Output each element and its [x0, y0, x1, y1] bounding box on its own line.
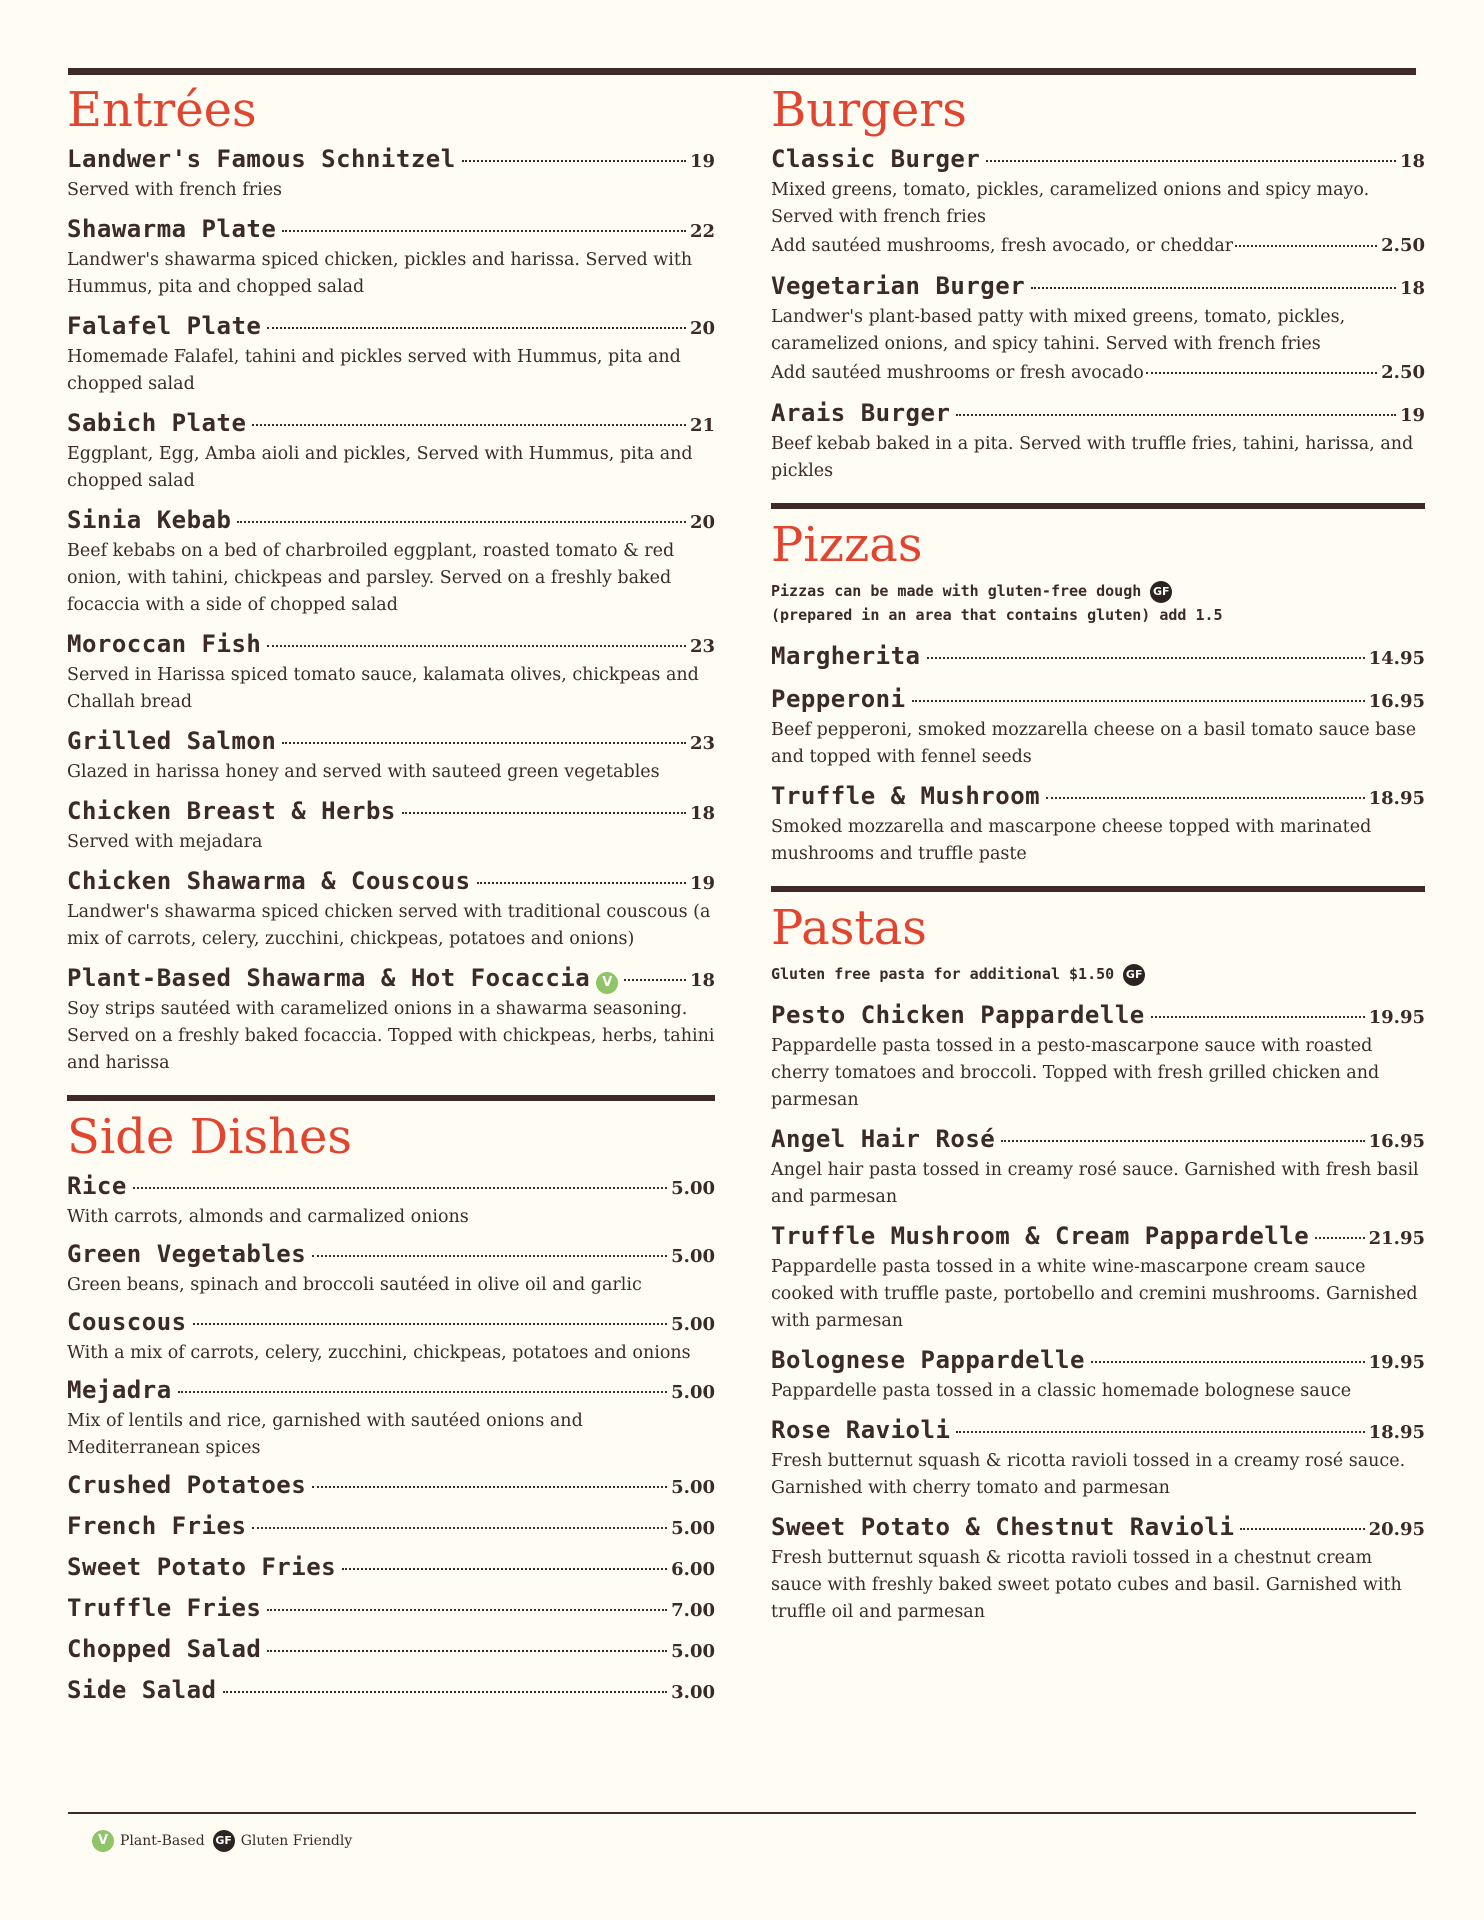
section-divider — [771, 503, 1425, 509]
menu-item-header — [771, 641, 1425, 674]
menu-item-header — [771, 684, 1425, 717]
pastas-note — [771, 962, 1425, 986]
menu-item-name: Angel Hair Rosé — [771, 1125, 996, 1153]
menu-item-header — [67, 1307, 715, 1340]
menu-item-price: 19.95 — [1368, 1352, 1425, 1373]
menu-item-header — [771, 144, 1425, 177]
menu-item — [771, 1512, 1425, 1626]
dot-leader — [267, 645, 686, 647]
side-dishes-section — [67, 1109, 715, 1708]
menu-item-price: 21.95 — [1368, 1228, 1425, 1249]
dot-leader — [624, 979, 686, 981]
menu-item-price: 5.00 — [671, 1178, 715, 1199]
dot-leader — [1151, 1016, 1365, 1018]
menu-item-name: Moroccan Fish — [67, 630, 262, 658]
menu-item — [67, 796, 715, 856]
menu-item-price: 19 — [1399, 405, 1425, 426]
menu-item-name: Side Salad — [67, 1676, 217, 1704]
menu-item-price: 3.00 — [671, 1682, 715, 1703]
dot-leader — [1315, 1237, 1364, 1239]
menu-item-price: 20 — [689, 512, 715, 533]
menu-item — [67, 214, 715, 301]
menu-item-description: With carrots, almonds and carmalized onions — [67, 1207, 469, 1227]
menu-item-name: Vegetarian Burger — [771, 272, 1026, 300]
menu-item — [67, 963, 715, 1077]
menu-item-header — [67, 1239, 715, 1272]
menu-item-name: Truffle & Mushroom — [771, 782, 1041, 810]
menu-item-description: Fresh butternut squash & ricotta ravioli tossed in a creamy rosé sauce. Garnished with cherry tomato and parmesan — [771, 1451, 1406, 1498]
menu-item-header — [67, 796, 715, 829]
menu-item-header — [67, 726, 715, 759]
menu-item — [67, 1171, 715, 1231]
menu-item — [67, 311, 715, 398]
top-rule — [68, 68, 1416, 75]
menu-item-header — [67, 1593, 715, 1626]
gluten-friendly-icon: GF — [213, 1830, 235, 1852]
menu-item-description: Glazed in harissa honey and served with sauteed green vegetables — [67, 762, 660, 782]
menu-item-description: Beef pepperoni, smoked mozzarella cheese on a basil tomato sauce base and topped with fennel seeds — [771, 720, 1417, 767]
bottom-rule — [68, 1812, 1416, 1814]
dot-leader — [267, 1650, 667, 1652]
menu-item-name: Plant-Based Shawarma & Hot Focaccia — [67, 964, 591, 992]
menu-item — [771, 1000, 1425, 1114]
pizzas-section — [771, 517, 1425, 868]
pizzas-note-line1: Pizzas can be made with gluten-free dough — [771, 582, 1142, 600]
dot-leader — [178, 1391, 668, 1393]
dot-leader — [342, 1568, 667, 1570]
menu-item-description: Pappardelle pasta tossed in a classic homemade bolognese sauce — [771, 1381, 1352, 1401]
menu-item-name: French Fries — [67, 1512, 247, 1540]
pizzas-note — [771, 579, 1425, 627]
pastas-list — [771, 1000, 1425, 1626]
menu-item-name: Truffle Fries — [67, 1594, 262, 1622]
menu-item-header — [67, 963, 715, 996]
menu-item-header — [67, 1171, 715, 1204]
menu-item-description: Eggplant, Egg, Amba aioli and pickles, Served with Hummus, pita and chopped salad — [67, 444, 693, 491]
menu-item-header — [67, 866, 715, 899]
section-divider — [67, 1095, 715, 1101]
dot-leader — [282, 742, 686, 744]
menu-item — [771, 1221, 1425, 1335]
pastas-section — [771, 900, 1425, 1626]
legend-plant-based-label: Plant-Based — [120, 1833, 205, 1849]
menu-item-addon — [771, 231, 1425, 261]
menu-item — [771, 781, 1425, 868]
menu-item-price: 5.00 — [671, 1641, 715, 1662]
menu-item-name: Sinia Kebab — [67, 506, 232, 534]
menu-item — [771, 1415, 1425, 1502]
section-title-burgers: Burgers — [771, 82, 967, 138]
dot-leader — [927, 657, 1365, 659]
menu-item-name: Pesto Chicken Pappardelle — [771, 1001, 1145, 1029]
menu-item-header — [67, 1511, 715, 1544]
menu-item-name: Falafel Plate — [67, 312, 262, 340]
dot-leader — [1001, 1140, 1364, 1142]
menu-item-name: Arais Burger — [771, 399, 951, 427]
menu-item-price: 23 — [689, 733, 715, 754]
menu-item-name: Rice — [67, 1172, 127, 1200]
menu-item — [67, 1239, 715, 1299]
dot-leader — [1091, 1361, 1365, 1363]
menu-item-header — [771, 781, 1425, 814]
pizzas-note-line2: (prepared in an area that contains gluten) add 1.5 — [771, 606, 1223, 624]
menu-item-description: Mixed greens, tomato, pickles, caramelized onions and spicy mayo. Served with french fries — [771, 180, 1370, 227]
menu-item — [771, 271, 1425, 388]
menu-item-header — [771, 1512, 1425, 1545]
menu-item-price: 16.95 — [1368, 691, 1425, 712]
menu-item-price: 19 — [689, 151, 715, 172]
menu-item-price: 18 — [689, 970, 715, 991]
menu-item-price: 5.00 — [671, 1382, 715, 1403]
legend-gluten-friendly-label: Gluten Friendly — [240, 1833, 353, 1849]
menu-item-price: 23 — [689, 636, 715, 657]
menu-item-description: Angel hair pasta tossed in creamy rosé sauce. Garnished with fresh basil and parmesan — [771, 1160, 1419, 1207]
dot-leader — [312, 1255, 667, 1257]
menu-item-name: Green Vegetables — [67, 1240, 307, 1268]
dot-leader — [133, 1187, 667, 1189]
menu-item-description: Beef kebabs on a bed of charbroiled eggplant, roasted tomato & red onion, with tahini, chickpeas and parsley. Served on a freshly baked focaccia with a side of chopped salad — [67, 541, 675, 615]
dot-leader — [193, 1323, 668, 1325]
pizzas-list — [771, 641, 1425, 868]
menu-item — [67, 1675, 715, 1708]
addon-text: Add sautéed mushrooms or fresh avocado — [771, 363, 1144, 383]
menu-item — [771, 1124, 1425, 1211]
menu-item-header — [771, 398, 1425, 431]
menu-item-description: Fresh butternut squash & ricotta ravioli tossed in a chestnut cream sauce with freshly baked sweet potato cubes and basil. Garnished with truffle oil and parmesan — [771, 1548, 1402, 1622]
dot-leader — [252, 424, 686, 426]
dot-leader — [1240, 1528, 1364, 1530]
menu-item-price: 21 — [689, 415, 715, 436]
menu-item — [771, 144, 1425, 261]
addon-text: Add sautéed mushrooms, fresh avocado, or cheddar — [771, 236, 1234, 256]
menu-item-name: Classic Burger — [771, 145, 981, 173]
menu-item-name: Sweet Potato Fries — [67, 1553, 337, 1581]
menu-item-name: Grilled Salmon — [67, 727, 277, 755]
dot-leader — [912, 700, 1365, 702]
side-dishes-list — [67, 1171, 715, 1708]
menu-item-name: Mejadra — [67, 1376, 172, 1404]
dot-leader — [956, 414, 1396, 416]
pastas-note-text: Gluten free pasta for additional $1.50 — [771, 965, 1115, 983]
menu-item-description: Pappardelle pasta tossed in a white wine-mascarpone cream sauce cooked with truffle paste, portobello and cremini mushrooms. Garnished with parmesan — [771, 1257, 1418, 1331]
menu-item — [771, 1345, 1425, 1405]
menu-item — [67, 1552, 715, 1585]
addon-price: 2.50 — [1381, 362, 1425, 383]
menu-item — [67, 1307, 715, 1367]
dot-leader — [1146, 372, 1377, 374]
menu-item — [67, 866, 715, 953]
dot-leader — [402, 812, 686, 814]
menu-item-header — [771, 1000, 1425, 1033]
addon-price: 2.50 — [1381, 235, 1425, 256]
menu-item-price: 19 — [689, 873, 715, 894]
dot-leader — [477, 882, 686, 884]
menu-item-description: Beef kebab baked in a pita. Served with truffle fries, tahini, harissa, and pickles — [771, 434, 1414, 481]
menu-item-description: Smoked mozzarella and mascarpone cheese topped with marinated mushrooms and truffle paste — [771, 817, 1372, 864]
dot-leader — [267, 327, 686, 329]
menu-item-price: 6.00 — [671, 1559, 715, 1580]
menu-item-name: Truffle Mushroom & Cream Pappardelle — [771, 1222, 1310, 1250]
dot-leader — [986, 160, 1396, 162]
dot-leader — [312, 1486, 667, 1488]
menu-item-description: Mix of lentils and rice, garnished with sautéed onions and Mediterranean spices — [67, 1411, 583, 1458]
menu-item-header — [771, 1221, 1425, 1254]
menu-item-header — [67, 505, 715, 538]
menu-item — [771, 641, 1425, 674]
dot-leader — [223, 1691, 668, 1693]
dot-leader — [267, 1609, 667, 1611]
menu-item-header — [67, 311, 715, 344]
dot-leader — [462, 160, 686, 162]
menu-item-name: Chicken Shawarma & Couscous — [67, 867, 471, 895]
menu-item-price: 20 — [689, 318, 715, 339]
menu-item-name: Margherita — [771, 642, 921, 670]
gluten-friendly-icon: GF — [1123, 964, 1145, 986]
burgers-section — [771, 82, 1425, 485]
menu-item-description: Homemade Falafel, tahini and pickles served with Hummus, pita and chopped salad — [67, 347, 681, 394]
menu-item — [67, 505, 715, 619]
menu-item — [67, 1511, 715, 1544]
menu-item — [67, 1470, 715, 1503]
left-column — [67, 82, 715, 1716]
menu-item-header — [67, 214, 715, 247]
menu-item-header — [771, 271, 1425, 304]
menu-item-header — [67, 144, 715, 177]
menu-item — [67, 408, 715, 495]
menu-item-price: 18 — [689, 803, 715, 824]
menu-item-header — [67, 1375, 715, 1408]
menu-item-description: Landwer's shawarma spiced chicken served with traditional couscous (a mix of carrots, celery, zucchini, chickpeas, potatoes and onions) — [67, 902, 711, 949]
menu-item-description: With a mix of carrots, celery, zucchini, chickpeas, potatoes and onions — [67, 1343, 691, 1363]
menu-item-description: Soy strips sautéed with caramelized onions in a shawarma seasoning. Served on a freshly baked focaccia. Topped with chickpeas, herbs, tahini and harissa — [67, 999, 715, 1073]
section-title-entrees: Entrées — [67, 82, 257, 138]
menu-item — [771, 398, 1425, 485]
menu-item-header — [67, 1634, 715, 1667]
legend — [92, 1830, 360, 1852]
menu-item — [67, 1375, 715, 1462]
dot-leader — [282, 230, 686, 232]
menu-item-header — [771, 1124, 1425, 1157]
menu-item-price: 18.95 — [1368, 788, 1425, 809]
menu-item-price: 5.00 — [671, 1518, 715, 1539]
menu-item-description: Landwer's shawarma spiced chicken, pickles and harissa. Served with Hummus, pita and chopped salad — [67, 250, 693, 297]
menu-item-price: 16.95 — [1368, 1131, 1425, 1152]
entrees-section — [67, 82, 715, 1077]
menu-item-description: Pappardelle pasta tossed in a pesto-mascarpone sauce with roasted cherry tomatoes and broccoli. Topped with fresh grilled chicken and parmesan — [771, 1036, 1380, 1110]
dot-leader — [1235, 245, 1377, 247]
menu-item-header — [771, 1345, 1425, 1378]
menu-item-name: Couscous — [67, 1308, 187, 1336]
menu-item-name: Sweet Potato & Chestnut Ravioli — [771, 1513, 1235, 1541]
menu-item-name: Bolognese Pappardelle — [771, 1346, 1085, 1374]
plant-based-icon: V — [92, 1830, 114, 1852]
menu-item-description: Landwer's plant-based patty with mixed greens, tomato, pickles, caramelized onions, and spicy tahini. Served with french fries — [771, 307, 1346, 354]
menu-item-price: 5.00 — [671, 1314, 715, 1335]
menu-item-header — [67, 1552, 715, 1585]
menu-item-name: Landwer's Famous Schnitzel — [67, 145, 456, 173]
menu-item-description: Served with french fries — [67, 180, 283, 200]
plant-based-icon: V — [596, 972, 618, 994]
menu-item-price: 18 — [1399, 278, 1425, 299]
menu-item-header — [771, 1415, 1425, 1448]
menu-item-addon — [771, 358, 1425, 388]
menu-item-name: Crushed Potatoes — [67, 1471, 307, 1499]
menu-item-price: 22 — [689, 221, 715, 242]
menu-item-name: Rose Ravioli — [771, 1416, 951, 1444]
section-title-pastas: Pastas — [771, 900, 927, 956]
menu-item — [67, 726, 715, 786]
menu-item — [67, 1593, 715, 1626]
menu-item-header — [67, 1675, 715, 1708]
section-title-side-dishes: Side Dishes — [67, 1109, 353, 1165]
burgers-list — [771, 144, 1425, 485]
section-divider — [771, 886, 1425, 892]
menu-item-description: Served with mejadara — [67, 832, 263, 852]
menu-item-price: 14.95 — [1368, 648, 1425, 669]
dot-leader — [1031, 287, 1396, 289]
menu-item-name: Pepperoni — [771, 685, 906, 713]
menu-item-name: Chopped Salad — [67, 1635, 262, 1663]
entrees-list — [67, 144, 715, 1077]
dot-leader — [252, 1527, 667, 1529]
gluten-friendly-icon: GF — [1150, 581, 1172, 603]
menu-item — [67, 144, 715, 204]
menu-item — [771, 684, 1425, 771]
menu-item-price: 18 — [1399, 151, 1425, 172]
dot-leader — [237, 521, 685, 523]
menu-item-description: Green beans, spinach and broccoli sautéed in olive oil and garlic — [67, 1275, 642, 1295]
menu-item-price: 18.95 — [1368, 1422, 1425, 1443]
right-column — [771, 82, 1425, 1636]
menu-item-name: Shawarma Plate — [67, 215, 277, 243]
menu-item-price: 5.00 — [671, 1477, 715, 1498]
menu-item-price: 7.00 — [671, 1600, 715, 1621]
menu-item-price: 5.00 — [671, 1246, 715, 1267]
menu-item-header — [67, 1470, 715, 1503]
menu-item-header — [67, 408, 715, 441]
menu-item-name: Chicken Breast & Herbs — [67, 797, 396, 825]
menu-item — [67, 1634, 715, 1667]
menu-item-price: 19.95 — [1368, 1007, 1425, 1028]
menu-item-price: 20.95 — [1368, 1519, 1425, 1540]
menu-item-header — [67, 629, 715, 662]
dot-leader — [956, 1431, 1364, 1433]
dot-leader — [1046, 797, 1365, 799]
section-title-pizzas: Pizzas — [771, 517, 923, 573]
menu-item-name: Sabich Plate — [67, 409, 247, 437]
menu-item — [67, 629, 715, 716]
menu-item-description: Served in Harissa spiced tomato sauce, kalamata olives, chickpeas and Challah bread — [67, 665, 699, 712]
